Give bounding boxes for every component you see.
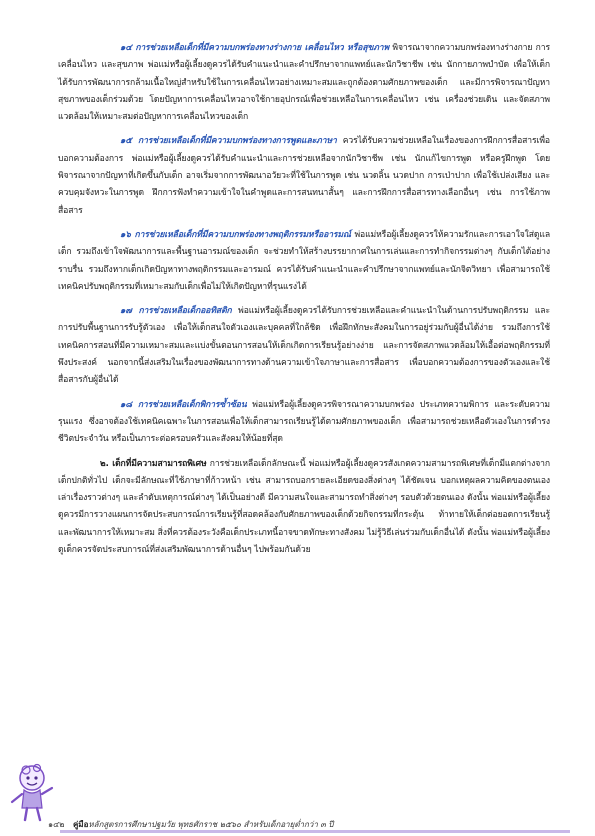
child-mascot-icon — [6, 762, 58, 824]
paragraph-17 — [58, 303, 550, 389]
footer-caption — [48, 818, 333, 831]
paragraph-16 — [58, 227, 550, 296]
item-number: ๑๔ — [120, 43, 132, 53]
item-body: พ่อแม่หรือผู้เลี้ยงดูควรได้รับการช่วยเหลือและคำแนะนำในด้านการปรับพฤติกรรม และการปรับพื้นฐานการรับรู้ตัวเอง เพื่อให้เด็กสนใจตัวเองและบุคคลที่ใกล้ชิด เพื่อฝึกทักษะสังคมในการอยู่ร่วมกับผู้อื่นได้ง่าย รวมถึงการใช้เทคนิคการสอนที่มีความเหมาะสมและแบ่งขั้นตอนการสอนให้เด็กเกิดการเรียนรู้อย่างง่าย และการจัดสภาพแวดล้อมให้เอื้อต่อพฤติกรรมที่พึงประสงค์ นอกจากนี้ส่งเสริมในเรื่องของพัฒนาการทางด้านความเข้าใจภาษาและการสื่อสาร เพื่อบอกความต้องการของตัวเองและใช้สื่อสารกับผู้อื่นได้ — [58, 306, 550, 386]
item-heading: การช่วยเหลือเด็กที่มีความบกพร่องทางร่างกาย เคลื่อนไหว หรือสุขภาพ — [135, 43, 390, 53]
page-content — [58, 40, 550, 566]
heading-15 — [120, 136, 337, 146]
item-body: ควรได้รับความช่วยเหลือในเรื่องของการฝึกการสื่อสารเพื่อบอกความต้องการ พ่อแม่หรือผู้เลี้ยงดูควรได้รับคำแนะนำและการช่วยเหลือจากนักวิชาชีพ เช่น นักแก้ไขการพูด หรือครูฝึกพูด โดยพิจารณาจากปัญหาที่เกิดขึ้นกับเด็ก อาจเริ่มจากการพัฒนาอวัยวะที่ใช้ในการพูด เช่น นวดลิ้น นวดปาก การเป่าปาก เพื่อใช้เปล่งเสียง และควบคุมจังหวะในการพูด ฝึกการฟังทำความเข้าใจในคำพูดและการสนทนาสั้นๆ และการฝึกการสื่อสารทางเลือกอื่นๆ เช่น การใช้ภาพสื่อสาร — [58, 136, 550, 216]
footer-series: คู่มือ — [72, 820, 89, 829]
item-heading: การช่วยเหลือเด็กที่มีความบกพร่องทางการพูดและภาษา — [138, 136, 337, 147]
item-body: พ่อแม่หรือผู้เลี้ยงดูควรพิจารณาความบกพร่อง ประเภทความพิการ และระดับความรุนแรง ซึ่งอาจต้องใช้เทคนิคเฉพาะในการสอนเพื่อให้เด็กสามารถเรียนรู้ได้ตามศักยภาพของเด็ก เพื่อสามารถช่วยเหลือตัวเองในการดำรงชีวิตประจำวัน หรือเป็นภาระต่อครอบครัวและสังคมให้น้อยที่สุด — [58, 399, 550, 445]
paragraph-14 — [58, 40, 550, 126]
item-heading: การช่วยเหลือเด็กพิการซ้ำซ้อน — [137, 399, 247, 410]
item-body: พิจารณาจากความบกพร่องทางร่างกาย การเคลื่อนไหว และสุขภาพ พ่อแม่หรือผู้เลี้ยงดูควรได้รับคำแนะนำและคำปรึกษาจากแพทย์และนักวิชาชีพ เช่น นักกายภาพบำบัด เพื่อให้เด็กได้รับการพัฒนาการกล้ามเนื้อใหญ่สำหรับใช้ในการเคลื่อนไหวอย่างเหมาะสมและถูกต้องตามศักยภาพของเด็ก และมีการพิจารณาปัญหาสุขภาพของเด็กร่วมด้วย โดยปัญหาการเคลื่อนไหวอาจใช้กายอุปกรณ์เพื่อช่วยเหลือในการเคลื่อนไหว เช่น เครื่องช่วยเดิน และจัดสภาพแวดล้อมให้เหมาะสมต่อปัญหาการเคลื่อนไหวของเด็ก — [58, 43, 550, 123]
section-number: ๒. — [100, 458, 109, 469]
page-number: ๑๔๒ — [48, 820, 65, 829]
heading-17 — [120, 306, 232, 316]
item-number: ๑๘ — [120, 399, 132, 410]
section-2 — [58, 456, 550, 560]
paragraph-18 — [58, 397, 550, 449]
section-heading: เด็กที่มีความสามารถพิเศษ — [112, 458, 207, 469]
item-number: ๑๗ — [120, 306, 132, 317]
heading-18 — [120, 400, 247, 410]
heading-16 — [120, 230, 351, 240]
section-2-heading — [100, 459, 207, 469]
item-number: ๑๖ — [120, 229, 131, 240]
paragraph-15 — [58, 133, 550, 219]
section-body: การช่วยเหลือเด็กลักษณะนี้ พ่อแม่หรือผู้เลี้ยงดูควรสังเกตความสามารถพิเศษที่เด็กมีแตกต่างจากเด็กปกติทั่วไป เด็กจะมีลักษณะที่ใช้ภาษาที่ก้าวหน้า เช่น สามารถบอกรายละเอียดของสิ่งต่างๆ ได้ชัดเจน บอกเหตุผลความคิดของตนเอง เล่าเรื่องราวต่างๆ และลำดับเหตุการณ์ต่างๆ ได้เป็นอย่างดี มีความสนใจและสามารถทำสิ่งต่างๆ รอบตัวด้วยตนเอง ดังนั้น พ่อแม่หรือผู้เลี้ยงดูควรมีการวางแผนการจัดประสบการณ์การเรียนรู้ที่สอดคล้องกับศักยภาพของเด็กด้วยกิจกรรมที่กระตุ้น ท้าทายให้เด็กต่อยอดการเรียนรู้และพัฒนาการให้เหมาะสม สิ่งที่ควรต้องระวังคือเด็กประเภทนี้อาจขาดทักษะทางสังคม ไม่รู้วิธีเล่นร่วมกับเด็กอื่นได้ ดังนั้น พ่อแม่หรือผู้เลี้ยงดูเด็กควรจัดประสบการณ์ที่ส่งเสริมพัฒนาการด้านอื่นๆ ไปพร้อมกันด้วย — [58, 458, 550, 556]
item-heading: การช่วยเหลือเด็กออทิสติก — [138, 306, 232, 317]
footer-title: หลักสูตรการศึกษาปฐมวัย พุทธศักราช ๒๕๖๐ สำหรับเด็กอายุต่ำกว่า ๓ ปี — [88, 820, 334, 829]
item-body: พ่อแม่หรือผู้เลี้ยงดูควรให้ความรักและการเอาใจใส่ดูแลเด็ก รวมถึงเข้าใจพัฒนาการและพื้นฐานอารมณ์ของเด็ก จะช่วยทำให้สร้างบรรยากาศในการเล่นและการทำกิจกรรมต่างๆ กับเด็กได้อย่างราบรื่น รวมถึงหากเด็กเกิดปัญหาทางพฤติกรรมและอารมณ์ ควรได้รับคำแนะนำและคำปรึกษาจากแพทย์และนักจิตวิทยา เพื่อสามารถใช้เทคนิคปรับพฤติกรรมที่เหมาะสมกับเด็กเพื่อไม่ให้เกิดปัญหาที่รุนแรงได้ — [58, 229, 550, 292]
page-footer — [0, 756, 595, 836]
heading-14 — [120, 43, 389, 53]
item-heading: การช่วยเหลือเด็กที่มีความบกพร่องทางพฤติกรรมหรืออารมณ์ — [134, 229, 351, 240]
item-number: ๑๕ — [120, 136, 132, 147]
